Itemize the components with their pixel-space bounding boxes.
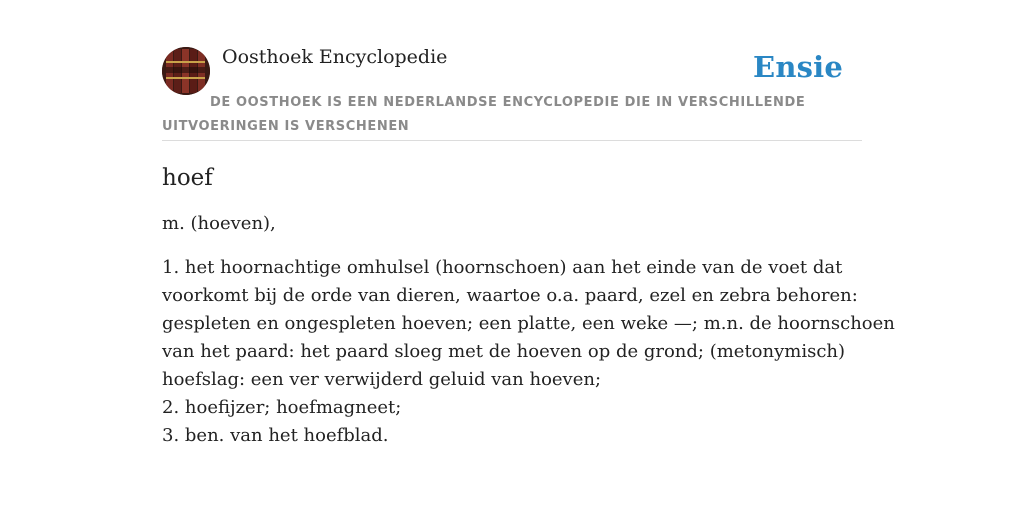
entry-grammar: m. (hoeven), — [162, 213, 276, 234]
definition-line: 3. ben. van het hoefblad. — [162, 425, 389, 446]
definition-line: hoefslag: een ver verwijderd geluid van hoeven; — [162, 369, 602, 390]
book-spines-icon — [162, 47, 210, 95]
definition-line: voorkomt bij de orde van dieren, waartoe o.a. paard, ezel en zebra behoren: — [162, 285, 858, 306]
entry-page — [162, 0, 895, 450]
definition-line: 1. het hoornachtige omhulsel (hoornschoen) aan het einde van de voet dat — [162, 257, 843, 278]
source-avatar[interactable] — [162, 47, 210, 95]
definition-line: 2. hoefijzer; hoefmagneet; — [162, 397, 402, 418]
ensie-logo[interactable]: Ensie — [753, 50, 843, 84]
source-title[interactable]: Oosthoek Encyclopedie — [222, 46, 448, 68]
source-description: DE OOSTHOEK IS EEN NEDERLANDSE ENCYCLOPEDIE DIE IN VERSCHILLENDE UITVOERINGEN IS VERSCHENEN — [162, 95, 806, 134]
entry-headword: hoef — [162, 165, 213, 191]
definition-line: van het paard: het paard sloeg met de hoeven op de grond; (metonymisch) — [162, 341, 846, 362]
definition-line: gespleten en ongespleten hoeven; een platte, een weke —; m.n. de hoornschoen — [162, 313, 895, 334]
entry-definition — [162, 254, 895, 450]
source-header — [162, 46, 862, 141]
